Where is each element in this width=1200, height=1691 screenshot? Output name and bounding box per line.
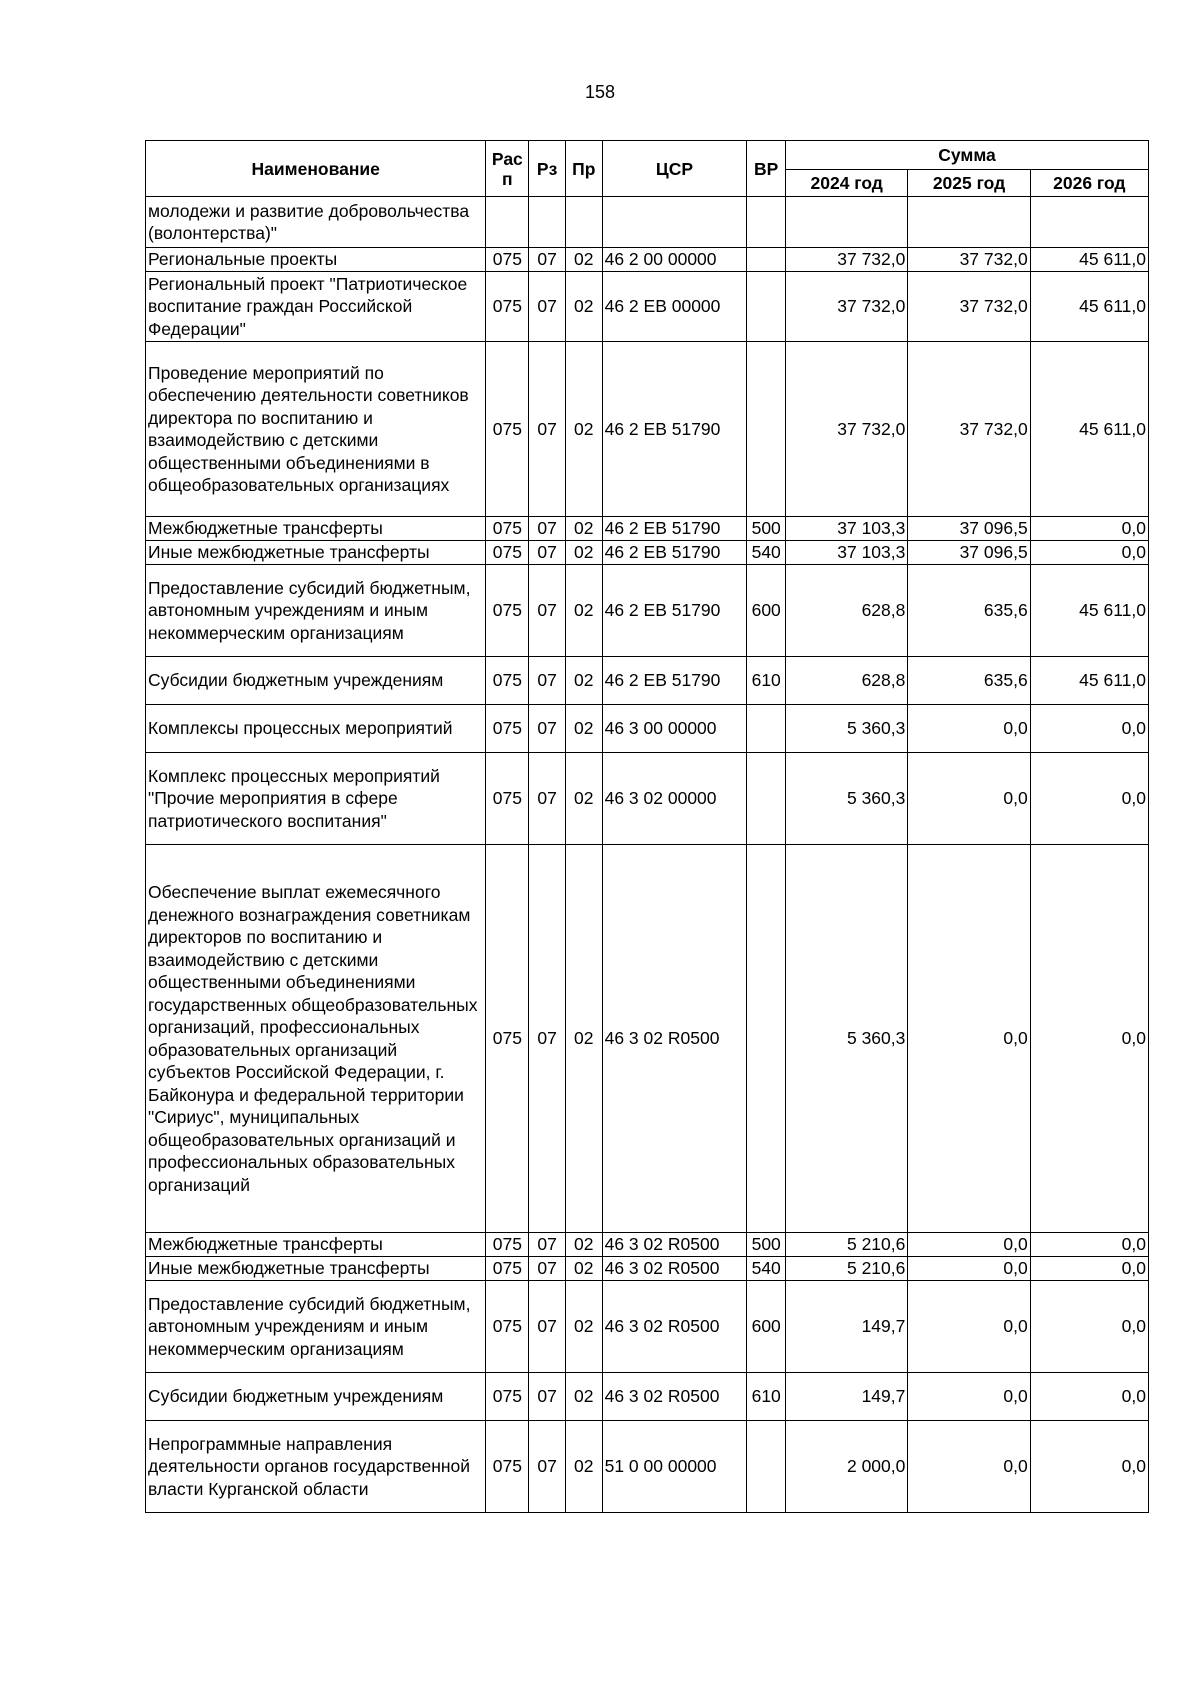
table-row: [146, 1373, 1149, 1421]
row-csr: 46 2 ЕВ 00000: [602, 272, 747, 342]
row-sum-2026: 45 611,0: [1030, 565, 1148, 657]
row-pr: 02: [565, 517, 602, 541]
row-rz: 07: [529, 845, 566, 1233]
row-csr: 46 3 00 00000: [602, 705, 747, 753]
row-name: Комплекс процессных мероприятий "Прочие мероприятия в сфере патриотического воспитания": [146, 753, 486, 845]
table-row: [146, 248, 1149, 272]
row-pr: 02: [565, 657, 602, 705]
row-csr: [602, 197, 747, 248]
row-rasp: [486, 197, 529, 248]
row-vr: 600: [747, 565, 786, 657]
row-name: Непрограммные направления деятельности органов государственной власти Курганской области: [146, 1421, 486, 1513]
row-csr: 46 2 ЕВ 51790: [602, 657, 747, 705]
row-rasp: 075: [486, 657, 529, 705]
row-name: Иные межбюджетные трансферты: [146, 1257, 486, 1281]
row-rz: 07: [529, 1373, 566, 1421]
row-pr: 02: [565, 753, 602, 845]
row-sum-2025: 37 096,5: [908, 517, 1030, 541]
table-row: [146, 197, 1149, 248]
row-csr: 46 2 00 00000: [602, 248, 747, 272]
row-sum-2026: 45 611,0: [1030, 272, 1148, 342]
row-vr: 610: [747, 1373, 786, 1421]
header-csr: ЦСР: [602, 141, 747, 197]
header-year-2026: 2026 год: [1030, 170, 1148, 197]
row-sum-2026: [1030, 197, 1148, 248]
row-sum-2025: 0,0: [908, 1373, 1030, 1421]
row-rz: 07: [529, 705, 566, 753]
row-sum-2024: 5 210,6: [786, 1257, 908, 1281]
table-row: [146, 342, 1149, 517]
row-name: Обеспечение выплат ежемесячного денежного вознаграждения советникам директоров по воспитанию и взаимодействию с детскими общественными объединениями государственных общеобразовательных организаций, профессиональных образовательных организаций субъектов Российской Федерации, г. Байконура и федеральной территории "Сириус", муниципальных общеобразовательных организаций и профессиональных образовательных организаций: [146, 845, 486, 1233]
row-sum-2025: 37 732,0: [908, 342, 1030, 517]
row-sum-2025: 0,0: [908, 705, 1030, 753]
row-rz: 07: [529, 517, 566, 541]
row-sum-2026: 0,0: [1030, 1233, 1148, 1257]
row-sum-2025: 0,0: [908, 753, 1030, 845]
row-vr: 610: [747, 657, 786, 705]
row-sum-2026: 0,0: [1030, 753, 1148, 845]
row-csr: 46 3 02 00000: [602, 753, 747, 845]
row-pr: 02: [565, 565, 602, 657]
row-sum-2024: [786, 197, 908, 248]
row-sum-2024: 5 360,3: [786, 845, 908, 1233]
row-rasp: 075: [486, 845, 529, 1233]
row-sum-2024: 37 732,0: [786, 272, 908, 342]
row-vr: [747, 197, 786, 248]
row-sum-2026: 0,0: [1030, 845, 1148, 1233]
row-sum-2024: 37 103,3: [786, 541, 908, 565]
row-vr: [747, 248, 786, 272]
row-sum-2025: 0,0: [908, 1257, 1030, 1281]
row-sum-2024: 37 732,0: [786, 248, 908, 272]
row-sum-2026: 0,0: [1030, 1257, 1148, 1281]
row-sum-2025: 37 732,0: [908, 248, 1030, 272]
row-rasp: 075: [486, 272, 529, 342]
table-row: [146, 753, 1149, 845]
row-sum-2026: 45 611,0: [1030, 342, 1148, 517]
row-pr: 02: [565, 845, 602, 1233]
row-sum-2026: 0,0: [1030, 1281, 1148, 1373]
row-sum-2025: 0,0: [908, 1281, 1030, 1373]
row-sum-2026: 45 611,0: [1030, 657, 1148, 705]
row-sum-2024: 149,7: [786, 1281, 908, 1373]
row-csr: 46 3 02 R0500: [602, 1257, 747, 1281]
row-rz: 07: [529, 541, 566, 565]
row-sum-2026: 0,0: [1030, 541, 1148, 565]
row-sum-2024: 37 732,0: [786, 342, 908, 517]
row-csr: 46 2 ЕВ 51790: [602, 541, 747, 565]
table-row: [146, 657, 1149, 705]
row-sum-2024: 37 103,3: [786, 517, 908, 541]
table-body: [146, 197, 1149, 1513]
row-csr: 46 3 02 R0500: [602, 1373, 747, 1421]
header-vr: ВР: [747, 141, 786, 197]
row-vr: [747, 845, 786, 1233]
row-sum-2024: 628,8: [786, 565, 908, 657]
row-pr: 02: [565, 541, 602, 565]
row-sum-2026: 0,0: [1030, 1373, 1148, 1421]
row-rz: 07: [529, 1257, 566, 1281]
header-name: Наименование: [146, 141, 486, 197]
row-name: Региональный проект "Патриотическое воспитание граждан Российской Федерации": [146, 272, 486, 342]
table-row: [146, 1421, 1149, 1513]
row-rasp: 075: [486, 1421, 529, 1513]
row-sum-2026: 0,0: [1030, 705, 1148, 753]
row-rasp: 075: [486, 541, 529, 565]
row-pr: [565, 197, 602, 248]
header-rasp: Рас п: [486, 141, 529, 197]
table-row: [146, 565, 1149, 657]
row-pr: 02: [565, 1233, 602, 1257]
row-name: Предоставление субсидий бюджетным, автономным учреждениям и иным некоммерческим организациям: [146, 1281, 486, 1373]
row-sum-2026: 0,0: [1030, 1421, 1148, 1513]
row-csr: 46 3 02 R0500: [602, 845, 747, 1233]
table-row: [146, 845, 1149, 1233]
row-name: Межбюджетные трансферты: [146, 517, 486, 541]
row-rasp: 075: [486, 248, 529, 272]
row-sum-2025: 0,0: [908, 1233, 1030, 1257]
row-rasp: 075: [486, 753, 529, 845]
row-pr: 02: [565, 1257, 602, 1281]
table-header: [146, 141, 1149, 197]
row-pr: 02: [565, 1281, 602, 1373]
row-rz: 07: [529, 1281, 566, 1373]
row-sum-2024: 5 360,3: [786, 753, 908, 845]
row-vr: [747, 753, 786, 845]
row-name: Проведение мероприятий по обеспечению деятельности советников директора по воспитанию и взаимодействию с детскими общественными объединениями в общеобразовательных организациях: [146, 342, 486, 517]
row-name: Субсидии бюджетным учреждениям: [146, 657, 486, 705]
row-csr: 46 2 ЕВ 51790: [602, 565, 747, 657]
row-sum-2024: 2 000,0: [786, 1421, 908, 1513]
row-vr: [747, 342, 786, 517]
row-rasp: 075: [486, 1373, 529, 1421]
row-name: Межбюджетные трансферты: [146, 1233, 486, 1257]
row-pr: 02: [565, 1421, 602, 1513]
row-sum-2025: 0,0: [908, 845, 1030, 1233]
table-row: [146, 272, 1149, 342]
row-name: Комплексы процессных мероприятий: [146, 705, 486, 753]
row-vr: 600: [747, 1281, 786, 1373]
row-vr: [747, 272, 786, 342]
row-sum-2025: 635,6: [908, 657, 1030, 705]
table-row: [146, 541, 1149, 565]
row-sum-2025: 635,6: [908, 565, 1030, 657]
row-pr: 02: [565, 248, 602, 272]
row-rasp: 075: [486, 517, 529, 541]
row-rz: 07: [529, 753, 566, 845]
header-rz: Рз: [529, 141, 566, 197]
table-row: [146, 1281, 1149, 1373]
row-sum-2024: 149,7: [786, 1373, 908, 1421]
row-sum-2024: 628,8: [786, 657, 908, 705]
header-year-2024: 2024 год: [786, 170, 908, 197]
row-vr: [747, 1421, 786, 1513]
page-number: 158: [584, 82, 616, 102]
budget-table: [145, 140, 1149, 1513]
header-year-2025: 2025 год: [908, 170, 1030, 197]
table-row: [146, 1233, 1149, 1257]
row-vr: [747, 705, 786, 753]
row-sum-2026: 45 611,0: [1030, 248, 1148, 272]
row-sum-2025: [908, 197, 1030, 248]
row-rasp: 075: [486, 1281, 529, 1373]
row-vr: 540: [747, 541, 786, 565]
row-csr: 51 0 00 00000: [602, 1421, 747, 1513]
row-rz: 07: [529, 657, 566, 705]
row-rasp: 075: [486, 1233, 529, 1257]
header-pr: Пр: [565, 141, 602, 197]
row-csr: 46 3 02 R0500: [602, 1233, 747, 1257]
row-sum-2026: 0,0: [1030, 517, 1148, 541]
row-rz: 07: [529, 248, 566, 272]
row-rasp: 075: [486, 342, 529, 517]
row-sum-2024: 5 210,6: [786, 1233, 908, 1257]
row-name: Предоставление субсидий бюджетным, автономным учреждениям и иным некоммерческим организациям: [146, 565, 486, 657]
row-pr: 02: [565, 272, 602, 342]
row-pr: 02: [565, 1373, 602, 1421]
row-name: Иные межбюджетные трансферты: [146, 541, 486, 565]
row-name: Региональные проекты: [146, 248, 486, 272]
row-vr: 500: [747, 517, 786, 541]
row-pr: 02: [565, 342, 602, 517]
row-pr: 02: [565, 705, 602, 753]
row-csr: 46 2 ЕВ 51790: [602, 342, 747, 517]
row-csr: 46 3 02 R0500: [602, 1281, 747, 1373]
row-name: Субсидии бюджетным учреждениям: [146, 1373, 486, 1421]
row-rz: 07: [529, 1421, 566, 1513]
row-sum-2025: 37 096,5: [908, 541, 1030, 565]
row-vr: 540: [747, 1257, 786, 1281]
row-sum-2025: 0,0: [908, 1421, 1030, 1513]
row-csr: 46 2 ЕВ 51790: [602, 517, 747, 541]
row-rz: 07: [529, 342, 566, 517]
row-rz: 07: [529, 272, 566, 342]
row-sum-2024: 5 360,3: [786, 705, 908, 753]
row-rz: 07: [529, 565, 566, 657]
row-name: молодежи и развитие добровольчества (волонтерства)": [146, 197, 486, 248]
row-rasp: 075: [486, 1257, 529, 1281]
table-row: [146, 517, 1149, 541]
row-sum-2025: 37 732,0: [908, 272, 1030, 342]
row-vr: 500: [747, 1233, 786, 1257]
row-rasp: 075: [486, 705, 529, 753]
header-sum: Сумма: [786, 141, 1149, 170]
row-rz: [529, 197, 566, 248]
row-rz: 07: [529, 1233, 566, 1257]
table-row: [146, 705, 1149, 753]
row-rasp: 075: [486, 565, 529, 657]
table-row: [146, 1257, 1149, 1281]
